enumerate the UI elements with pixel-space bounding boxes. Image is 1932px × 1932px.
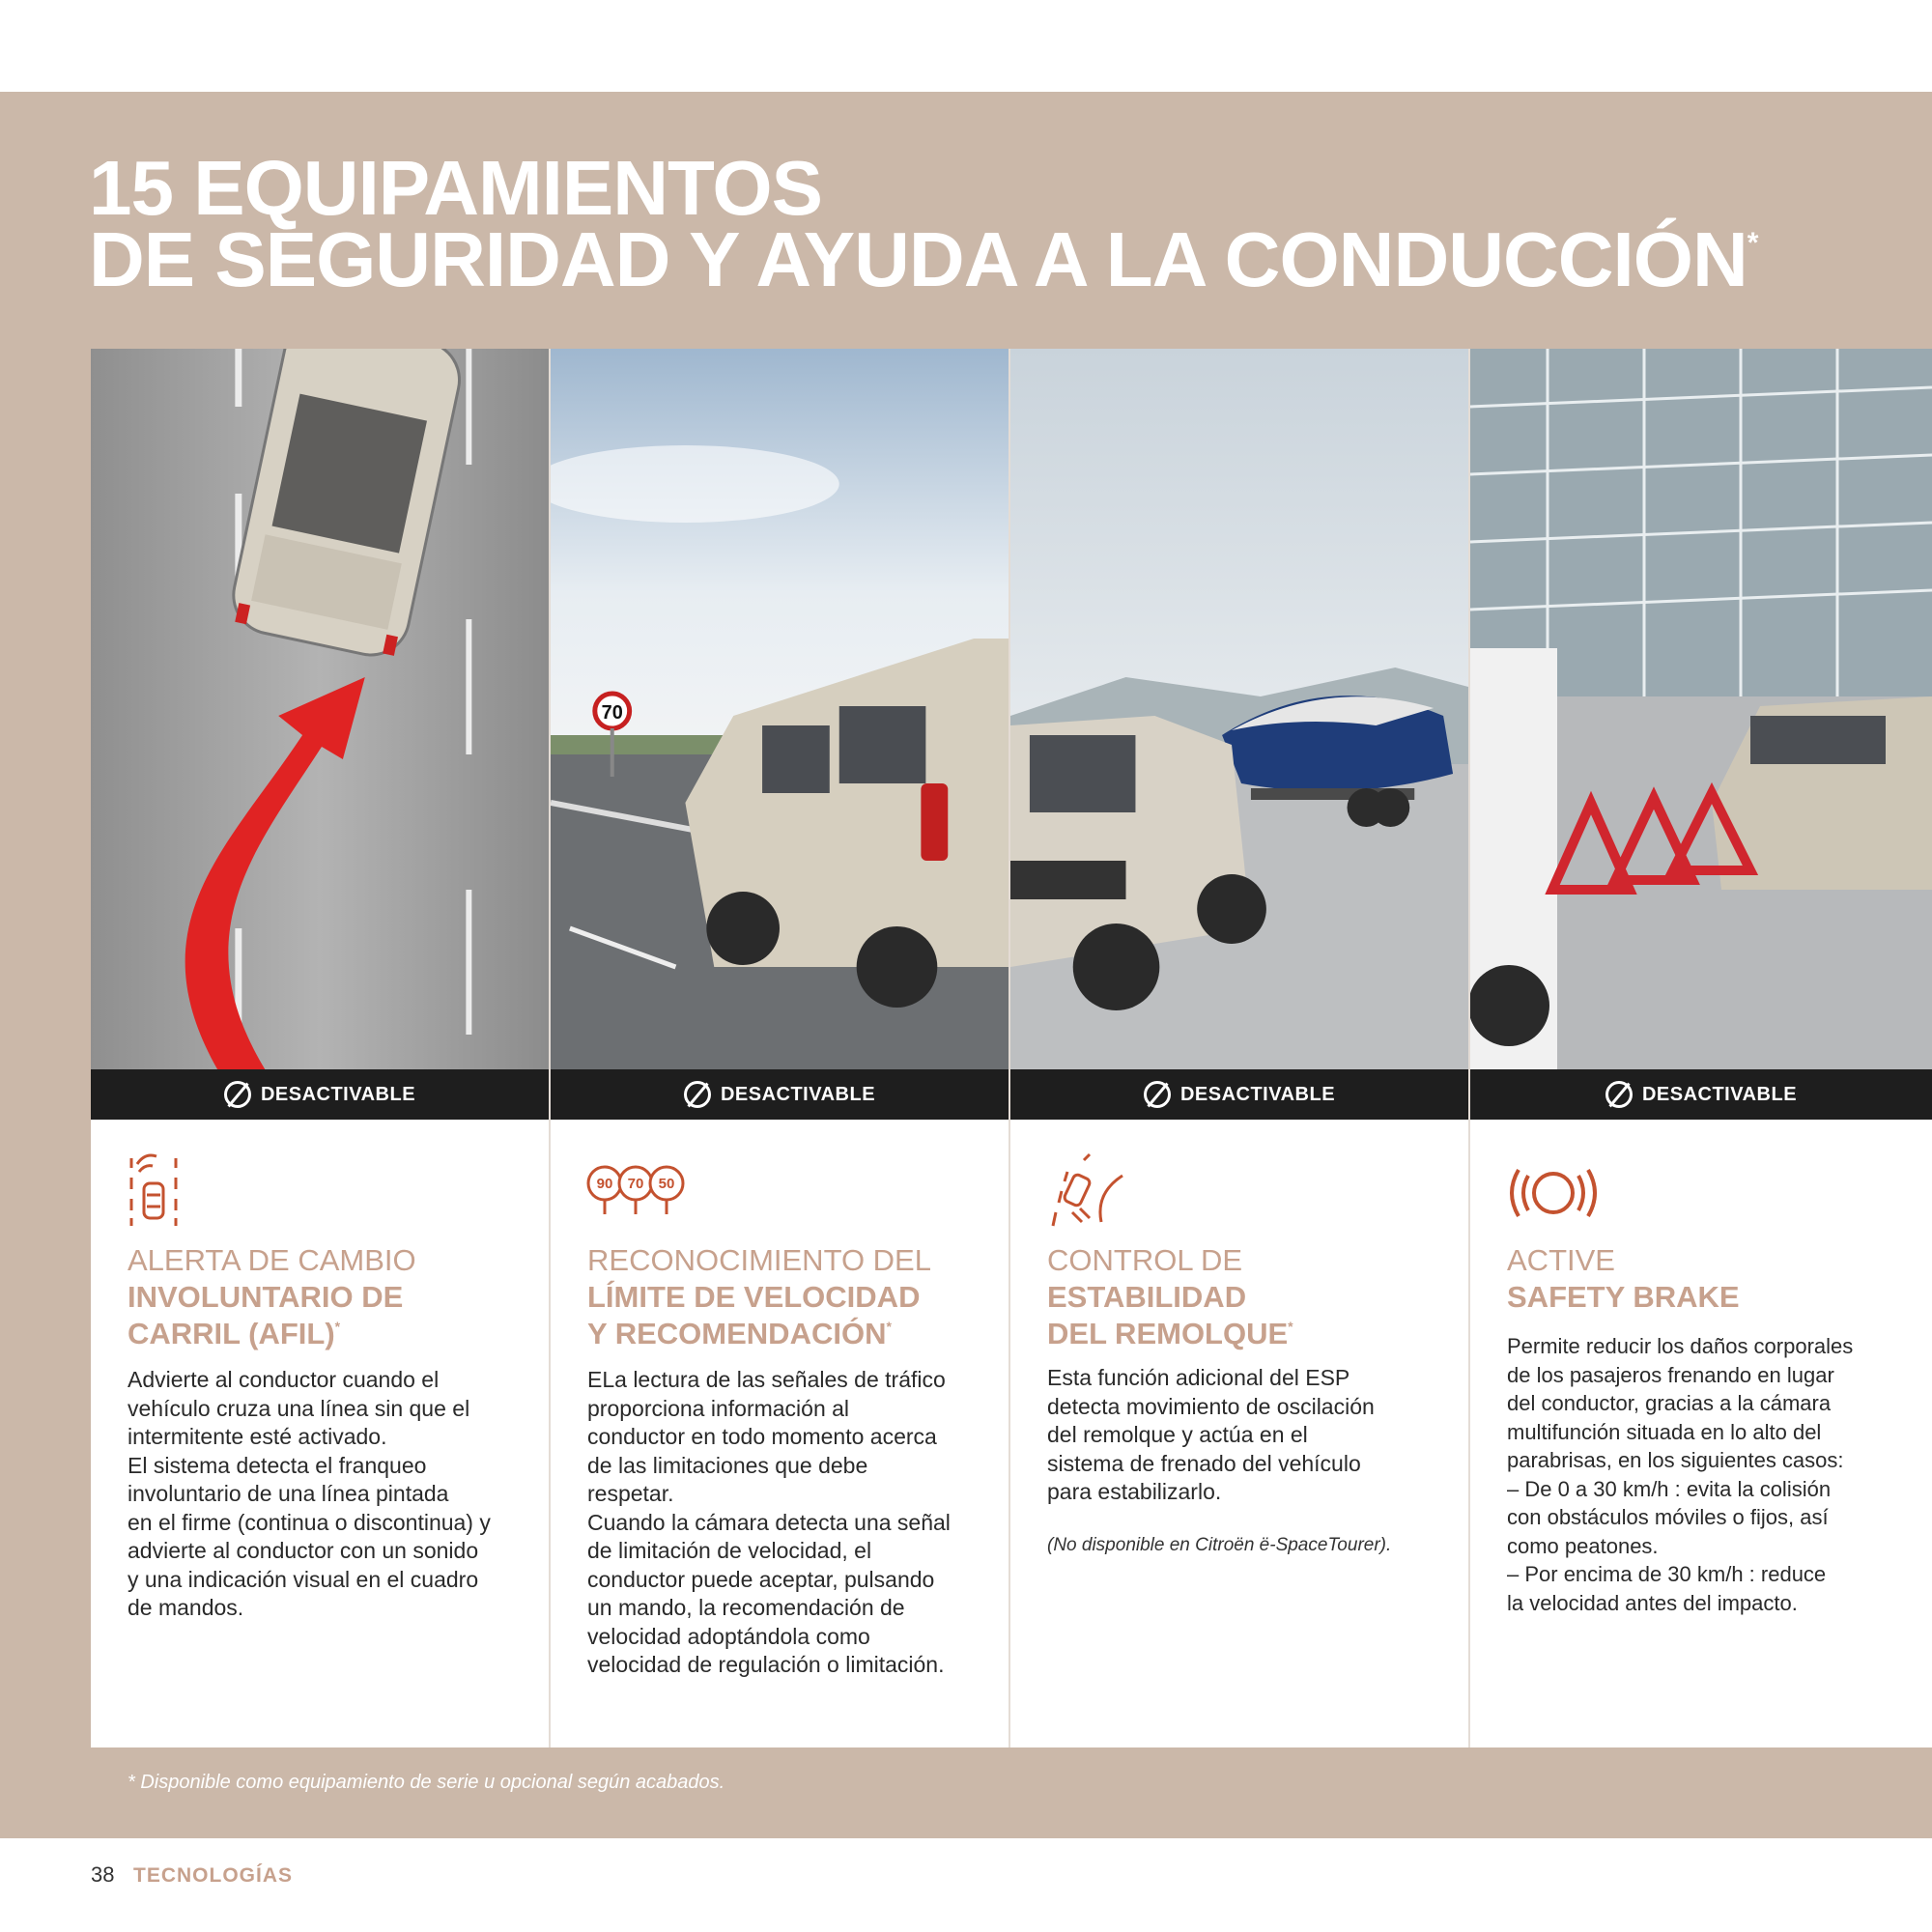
trailer-stability-photo (1010, 349, 1468, 1069)
feature-card-trailer-stability (1010, 349, 1470, 1747)
deactivate-icon (1605, 1081, 1633, 1108)
headline-line-2: DE SEGURIDAD Y AYUDA A LA CONDUCCIÓN (89, 216, 1747, 302)
headline-asterisk: * (1747, 227, 1758, 259)
speed-limit-signs-icon (585, 1151, 701, 1228)
feature-title-light: ACTIVE (1507, 1243, 1615, 1277)
feature-description: ELa lectura de las señales de tráfico proporciona información al conductor en todo momento acerca de las limitaciones que debe respetar. Cuando la cámara detecta una señal de limitación de velocidad, el conductor puede aceptar, pulsando un mando, la recomendación de velocidad adoptándola como velocidad de regulación o limitación. (587, 1367, 951, 1677)
sign-value-90: 90 (596, 1176, 613, 1192)
feature-title-bold-1: INVOLUNTARIO DE (128, 1280, 404, 1314)
trailer-stability-icon (1045, 1151, 1132, 1228)
sign-value-50: 50 (658, 1176, 675, 1192)
feature-description: Permite reducir los daños corporales de los pasajeros frenando en lugar del conductor, gracias a la cámara multifunción situada en lo alto del parabrisas, en los siguientes casos: – De 0 a 30 km/h : evita la colisión con obstáculos móviles o fijos, así como peatones. – Por encima de 30 km/h : reduce la velocidad antes del impacto. (1507, 1334, 1854, 1615)
feature-title-asterisk: * (1288, 1319, 1293, 1334)
feature-title (128, 1242, 533, 1352)
lane-departure-photo (91, 349, 549, 1069)
deactivatable-label: DESACTIVABLE (260, 1083, 416, 1105)
feature-description: Esta función adicional del ESP detecta movimiento de oscilación del remolque y actúa en el sistema de frenado del vehículo para estabilizarlo. (1047, 1365, 1375, 1504)
deactivate-icon (224, 1081, 251, 1108)
feature-title (1507, 1242, 1913, 1316)
deactivatable-badge (91, 1069, 549, 1120)
feature-card-lane-departure (91, 349, 551, 1747)
page-headline (89, 145, 1866, 302)
deactivatable-label: DESACTIVABLE (720, 1083, 876, 1105)
page-number: 38 (91, 1862, 115, 1887)
feature-title (587, 1242, 993, 1352)
footnote: * Disponible como equipamiento de serie u opcional según acabados. (128, 1772, 725, 1793)
feature-title-light: RECONOCIMIENTO DEL (587, 1243, 931, 1277)
feature-title (1047, 1242, 1453, 1352)
feature-title-bold-1: ESTABILIDAD (1047, 1280, 1247, 1314)
feature-title-bold-1: LÍMITE DE VELOCIDAD (587, 1280, 921, 1314)
feature-title-bold-1: SAFETY BRAKE (1507, 1280, 1740, 1314)
feature-title-asterisk: * (334, 1319, 341, 1334)
feature-description: Advierte al conductor cuando el vehículo cruza una línea sin que el intermitente esté activado. El sistema detecta el franqueo involuntario de una línea pintada en el firme (continua o discontinua) y advierte al conductor con un sonido y una indicación visual en el cuadro de mandos. (128, 1367, 491, 1620)
section-label: TECNOLOGÍAS (133, 1864, 294, 1887)
safety-brake-icon (1505, 1151, 1602, 1228)
speed-limit-photo (551, 349, 1009, 1069)
lane-departure-icon (126, 1151, 184, 1228)
sign-value-70: 70 (627, 1176, 644, 1192)
feature-title-bold-2: DEL REMOLQUE (1047, 1317, 1289, 1350)
deactivatable-badge (551, 1069, 1009, 1120)
deactivatable-label: DESACTIVABLE (1179, 1083, 1336, 1105)
safety-brake-photo (1470, 349, 1932, 1069)
feature-title-light: ALERTA DE CAMBIO (128, 1243, 416, 1277)
feature-cards (91, 349, 1932, 1747)
headline-line-1: 15 EQUIPAMIENTOS (89, 145, 822, 231)
feature-title-bold-2: Y RECOMENDACIÓN (587, 1317, 887, 1350)
feature-title-light: CONTROL DE (1047, 1243, 1243, 1277)
deactivatable-label: DESACTIVABLE (1641, 1083, 1798, 1105)
feature-title-asterisk: * (886, 1319, 892, 1334)
feature-card-safety-brake (1470, 349, 1932, 1747)
feature-title-bold-2: CARRIL (AFIL) (128, 1317, 335, 1350)
deactivatable-badge (1010, 1069, 1468, 1120)
photo-speed-sign: 70 (601, 701, 623, 724)
deactivate-icon (1144, 1081, 1171, 1108)
feature-card-speed-limit (551, 349, 1010, 1747)
deactivate-icon (684, 1081, 711, 1108)
feature-note: (No disponible en Citroën ë-SpaceTourer). (1047, 1535, 1392, 1555)
deactivatable-badge (1470, 1069, 1932, 1120)
